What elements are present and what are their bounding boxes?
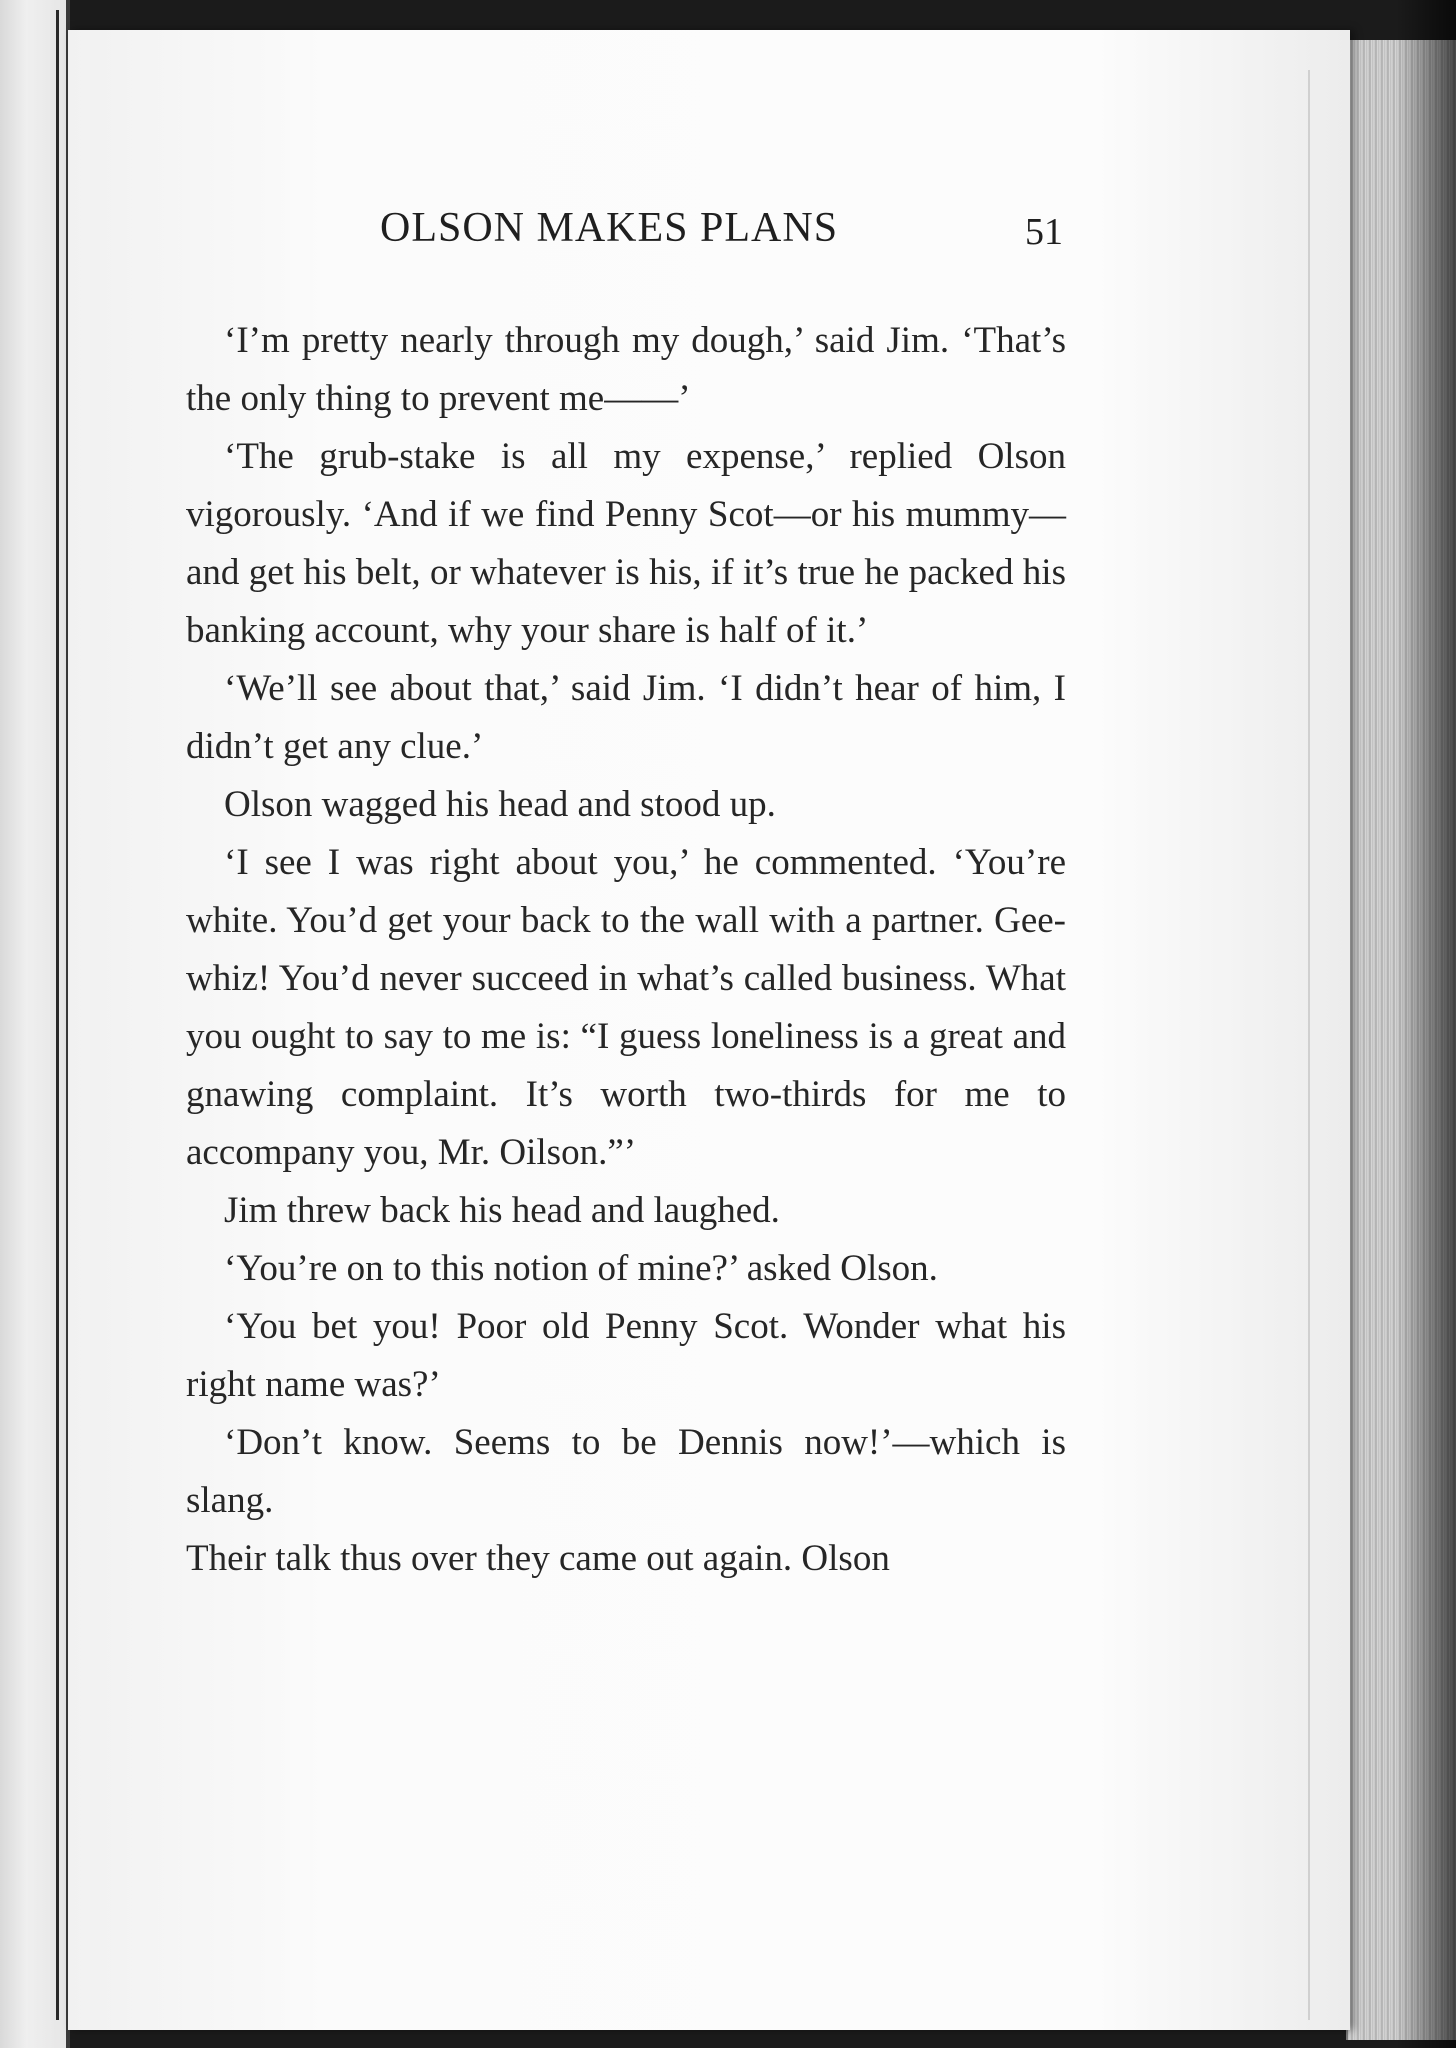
page-inner-edge bbox=[1308, 70, 1310, 2020]
paragraph-4: Olson wagged his head and stood up. bbox=[224, 784, 776, 825]
book-page bbox=[68, 30, 1350, 2030]
paragraph-2: ‘The grub-stake is all my expense,’ replied Olson vigorously. ‘And if we find Penny Scot—or his mummy—and get his belt, or whatever is his, if it’s true he packed his banking account, why your share is half of it.’ bbox=[186, 436, 1066, 651]
paragraph-8: ‘You bet you! Poor old Penny Scot. Wonder what his right name was?’ bbox=[186, 1306, 1066, 1405]
paragraph-5: ‘I see I was right about you,’ he commented. ‘You’re white. You’d get your back to the wall with a partner. Gee-whiz! You’d never succeed in what’s called business. What you ought to say to me is: “I guess loneliness is a great and gnawing complaint. It’s worth two-thirds for me to accompany you, Mr. Oilson.”’ bbox=[186, 842, 1066, 1173]
paragraph-7: ‘You’re on to this notion of mine?’ asked Olson. bbox=[224, 1248, 938, 1289]
previous-page-margin bbox=[0, 0, 70, 2048]
paragraph-10: Their talk thus over they came out again. Olson bbox=[186, 1538, 890, 1579]
body-text bbox=[186, 312, 1066, 1588]
paragraph-3: ‘We’ll see about that,’ said Jim. ‘I didn’t hear of him, I didn’t get any clue.’ bbox=[186, 668, 1066, 767]
gutter-line bbox=[56, 10, 59, 2020]
running-head-title: OLSON MAKES PLANS bbox=[380, 205, 839, 251]
paragraph-6: Jim threw back his head and laughed. bbox=[224, 1190, 780, 1231]
edge-shadow bbox=[1396, 0, 1456, 2048]
paragraph-1: ‘I’m pretty nearly through my dough,’ said Jim. ‘That’s the only thing to prevent me——’ bbox=[186, 320, 1066, 419]
paragraph-9: ‘Don’t know. Seems to be Dennis now!’—which is slang. bbox=[186, 1422, 1066, 1521]
page-number: 51 bbox=[1025, 211, 1063, 253]
